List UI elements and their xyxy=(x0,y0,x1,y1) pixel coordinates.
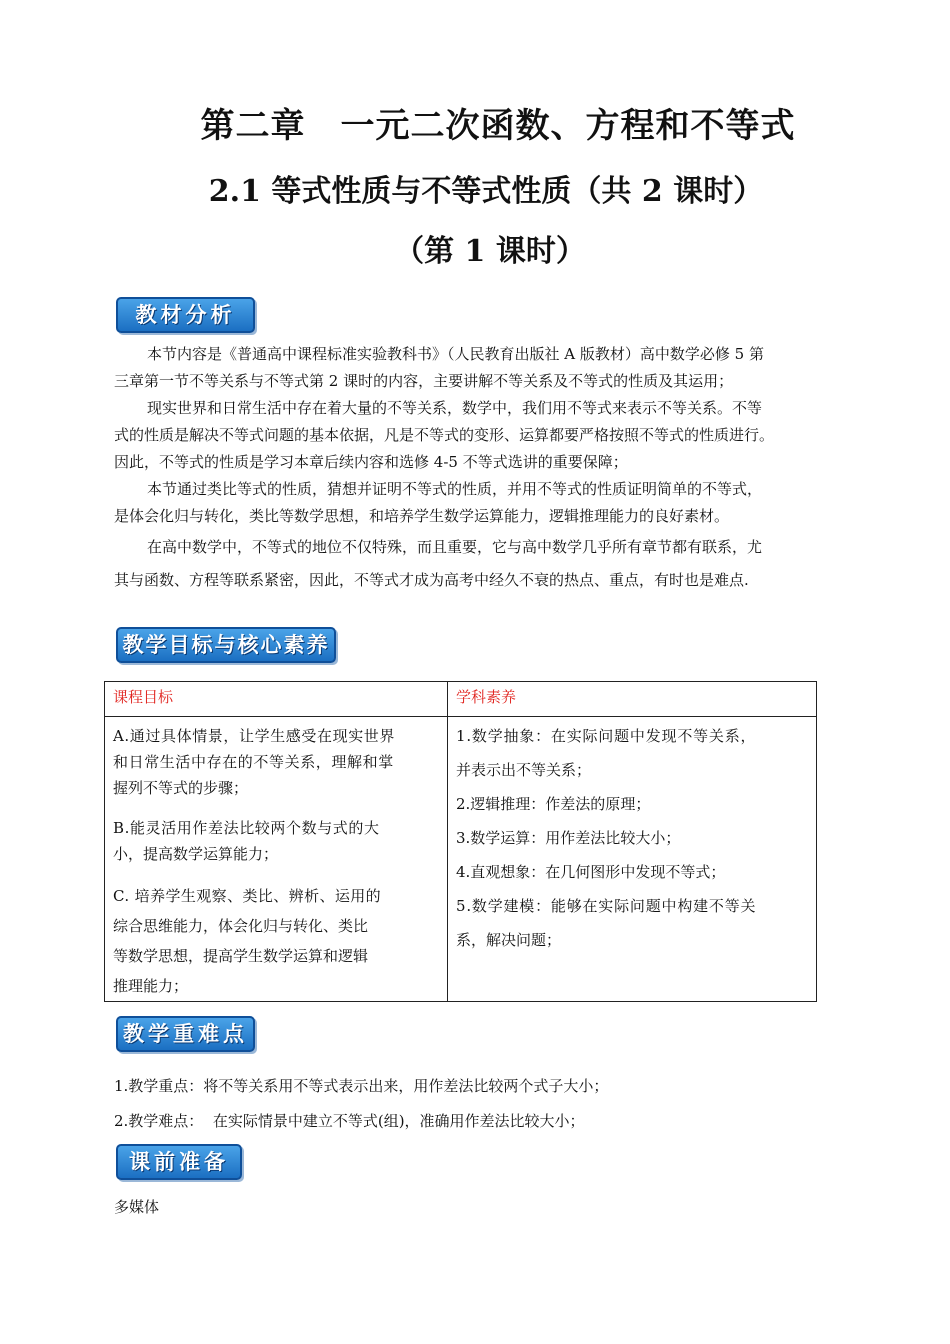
col-header-course-goals: 课程目标 xyxy=(105,682,448,717)
table-header-row xyxy=(105,682,817,717)
course-goal-a xyxy=(113,723,439,801)
text-line: 式的性质是解决不等式问题的基本依据，凡是不等式的变形、运算都要严格按照不等式的性质进行。 xyxy=(114,426,775,444)
text-line: 系，解决问题； xyxy=(456,931,562,949)
lesson-title: （第 1 课时） xyxy=(394,234,586,269)
course-goal-b xyxy=(113,815,439,867)
text-line: 等数学思想，提高学生数学运算和逻辑 xyxy=(113,947,369,965)
text-line: B.能灵活用作差法比较两个数与式的大 xyxy=(113,819,380,837)
text-line: 本节内容是《普通高中课程标准实验教科书》（人民教育出版社 A 版教材）高中数学必修 5 第 xyxy=(147,345,764,363)
material-analysis-text xyxy=(114,341,838,594)
text-line: 在高中数学中，不等式的地位不仅特殊，而且重要，它与高中数学几乎所有章节都有联系，尤 xyxy=(147,538,763,556)
text-line: 三章第一节不等关系与不等式第 2 课时的内容，主要讲解不等关系及不等式的性质及其运用； xyxy=(114,372,734,390)
table-row xyxy=(105,717,817,1002)
course-goal-c xyxy=(113,881,439,1001)
text-line: A.通过具体情景，让学生感受在现实世界 xyxy=(113,727,396,745)
material-analysis-badge: 教材分析 xyxy=(116,297,255,333)
text-line: 和日常生活中存在的不等关系，理解和掌 xyxy=(113,753,394,771)
chapter-title: 第二章 一元二次函数、方程和不等式 xyxy=(200,106,796,146)
text-line: 因此，不等式的性质是学习本章后续内容和选修 4-5 不等式选讲的重要保障； xyxy=(114,453,628,471)
teaching-goals-badge: 教学目标与核心素养 xyxy=(116,627,336,663)
text-line: C. 培养学生观察、类比、辨析、运用的 xyxy=(113,887,382,905)
text-line: 综合思维能力，体会化归与转化、类比 xyxy=(113,917,369,935)
text-line: 现实世界和日常生活中存在着大量的不等关系，数学中，我们用不等式来表示不等关系。不等 xyxy=(147,399,763,417)
text-line: 推理能力； xyxy=(113,977,189,995)
preparation-content: 多媒体 xyxy=(114,1198,160,1216)
preparation-badge: 课前准备 xyxy=(116,1144,242,1180)
section-title: 2.1 等式性质与不等式性质（共 2 课时） xyxy=(208,174,764,209)
col-header-literacy: 学科素养 xyxy=(448,682,817,717)
text-line: 是体会化归与转化，类比等数学思想，和培养学生数学运算能力，逻辑推理能力的良好素材。 xyxy=(114,507,730,525)
text-line: 1.数学抽象：在实际问题中发现不等关系， xyxy=(456,727,757,745)
course-goals-cell xyxy=(105,717,448,1002)
literacy-item xyxy=(456,889,808,957)
text-line: 小，提高数学运算能力； xyxy=(113,845,279,863)
text-line: 本节通过类比等式的性质，猜想并证明不等式的性质，并用不等式的性质证明简单的不等式， xyxy=(147,480,763,498)
literacy-item: 2.逻辑推理：作差法的原理； xyxy=(456,795,651,813)
goals-table xyxy=(104,681,817,1002)
key-difficulties-badge: 教学重难点 xyxy=(116,1016,255,1052)
text-line: 握列不等式的步骤； xyxy=(113,779,249,797)
text-line: 5.数学建模：能够在实际问题中构建不等关 xyxy=(456,897,757,915)
literacy-item xyxy=(456,719,808,787)
teaching-focus: 1.教学重点：将不等关系用不等式表示出来，用作差法比较两个式子大小； xyxy=(114,1077,609,1095)
literacy-item: 3.数学运算：用作差法比较大小； xyxy=(456,829,681,847)
literacy-cell xyxy=(448,717,817,1002)
literacy-item: 4.直观想象：在几何图形中发现不等式； xyxy=(456,863,726,881)
text-line: 其与函数、方程等联系紧密，因此，不等式才成为高考中经久不衰的热点、重点，有时也是难点. xyxy=(114,571,749,589)
text-line: 并表示出不等关系； xyxy=(456,761,592,779)
teaching-difficulty: 2.教学难点： 在实际情景中建立不等式(组)，准确用作差法比较大小； xyxy=(114,1112,585,1130)
